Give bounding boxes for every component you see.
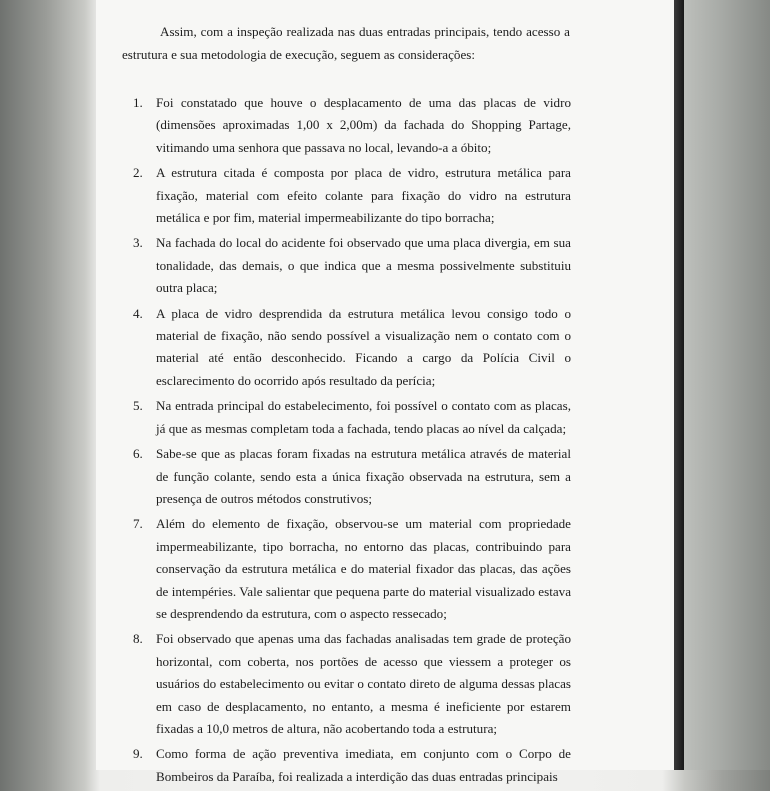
list-item — [133, 162, 571, 229]
page-shadow-edge — [674, 0, 684, 770]
list-item — [133, 395, 571, 440]
list-item — [133, 443, 571, 510]
item-number: 3. — [133, 235, 143, 251]
background-surface — [684, 0, 770, 770]
item-number: 2. — [133, 165, 143, 181]
item-number: 8. — [133, 631, 143, 647]
list-item — [133, 743, 571, 788]
item-text: A estrutura citada é composta por placa de vidro, estrutura metálica para fixação, material com efeito colante para fixação do vidro na estrutura metálica e por fim, material impermeabilizante do tipo borracha; — [156, 165, 571, 226]
item-number: 6. — [133, 446, 143, 462]
list-item — [133, 628, 571, 740]
considerations-list — [133, 92, 571, 791]
item-text: Na fachada do local do acidente foi observado que uma placa divergia, em sua tonalidade, das demais, o que indica que a mesma possivelmente substituiu outra placa; — [156, 235, 571, 296]
item-text: Sabe-se que as placas foram fixadas na estrutura metálica através de material de função colante, sendo esta a única fixação observada na estrutura, sem a presença de outros métodos construtivos; — [156, 446, 571, 506]
list-item — [133, 513, 571, 625]
item-text: A placa de vidro desprendida da estrutura metálica levou consigo todo o material de fixação, não sendo possível a visualização nem o contato com o material até então desconhecido. Ficando a cargo da Polícia Civil o esclarecimento do ocorrido após resultado da perícia; — [156, 305, 571, 388]
item-text: Foi constatado que houve o desplacamento de uma das placas de vidro (dimensões aproximadas 1,00 x 2,00m) da fachada do Shopping Partage, vitimando uma senhora que passava no local, levando-a a óbito; — [156, 95, 571, 155]
item-number: 7. — [133, 516, 143, 532]
list-item — [133, 92, 571, 159]
item-number: 9. — [133, 746, 143, 762]
item-number: 5. — [133, 398, 143, 414]
item-text: Além do elemento de fixação, observou-se um material com propriedade impermeabilizante, tipo borracha, no entorno das placas, contribuindo para conservação da estrutura metálica e do material fixador das placas, das ações de intempéries. Vale salientar que pequena parte do material visualizado estava se desprendendo da estrutura, com o aspecto ressecado; — [156, 516, 571, 621]
item-number: 4. — [133, 305, 143, 321]
list-item — [133, 232, 571, 299]
item-text: Foi observado que apenas uma das fachadas analisadas tem grade de proteção horizontal, com coberta, nos portões de acesso que viessem a proteger os usuários do estabelecimento ou evitar o contato direto de alguma dessas placas em caso de desplacamento, no entanto, a mesma é ineficiente por estarem fixadas a 10,0 metros de altura, não acobertando toda a estrutura; — [156, 631, 571, 736]
list-item — [133, 303, 571, 393]
item-number: 1. — [133, 95, 143, 110]
item-text: Como forma de ação preventiva imediata, em conjunto com o Corpo de Bombeiros da Paraíba, foi realizada a interdição das duas entradas principais — [156, 746, 571, 784]
document-page — [96, 0, 674, 784]
item-text: Na entrada principal do estabelecimento, foi possível o contato com as placas, já que as mesmas completam toda a fachada, tendo placas ao nível da calçada; — [156, 398, 571, 436]
intro-paragraph: Assim, com a inspeção realizada nas duas entradas principais, tendo acesso a estrutura e sua metodologia de execução, seguem as considerações: — [122, 24, 570, 62]
